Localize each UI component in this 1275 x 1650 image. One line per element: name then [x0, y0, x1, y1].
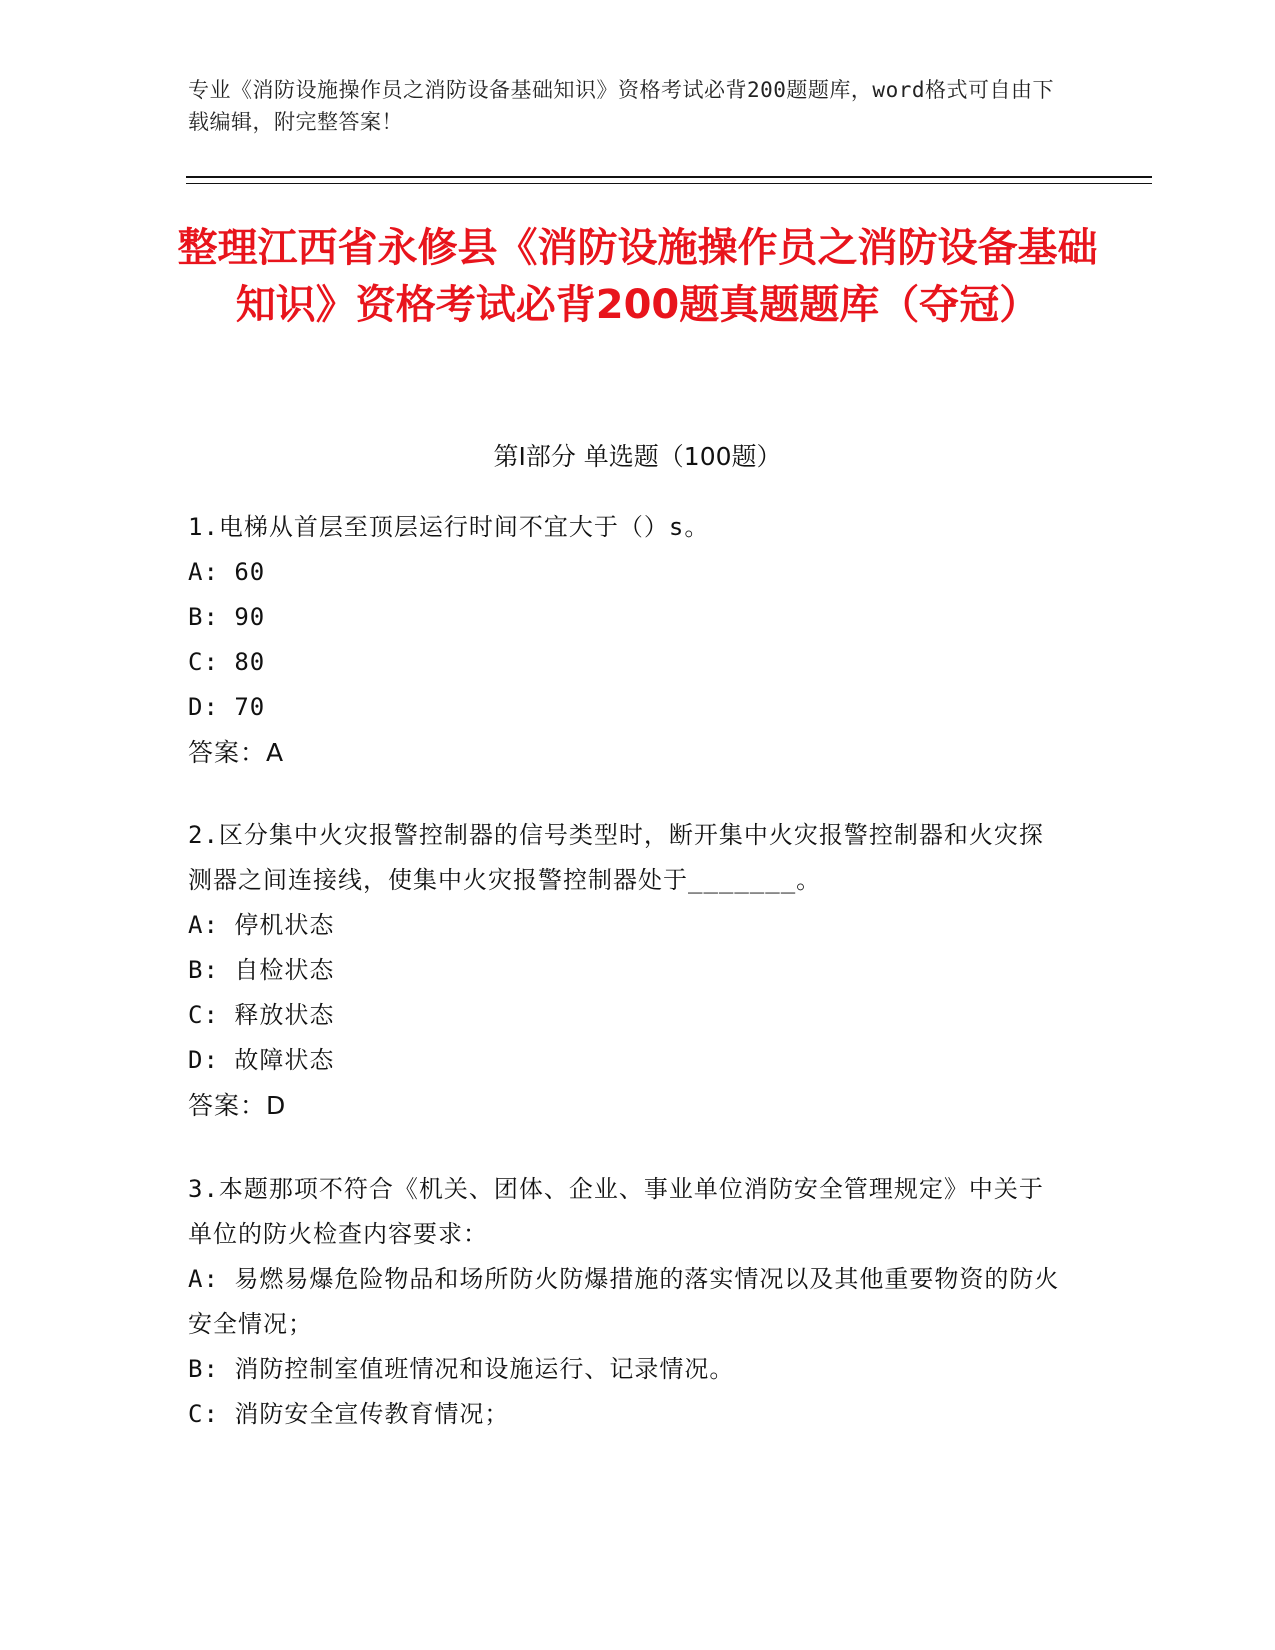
option-text: 90	[218, 603, 266, 631]
option-b	[188, 1347, 1068, 1392]
question-2	[188, 813, 1068, 1128]
question-stem: 2.区分集中火灾报警控制器的信号类型时，断开集中火灾报警控制器和火灾探测器之间连接线，使集中火灾报警控制器处于_______。	[188, 821, 1044, 894]
option-text: 故障状态	[218, 1046, 335, 1074]
option-c	[188, 640, 1068, 685]
question-stem: 3.本题那项不符合《机关、团体、企业、事业单位消防安全管理规定》中关于单位的防火检查内容要求：	[188, 1175, 1044, 1248]
question-3	[188, 1167, 1068, 1437]
option-letter: B:	[188, 1355, 219, 1383]
option-text: 70	[218, 693, 266, 721]
option-a	[188, 550, 1068, 595]
option-letter: C:	[188, 1400, 219, 1428]
option-c	[188, 1392, 1068, 1437]
option-letter: D:	[188, 1046, 219, 1074]
option-letter: B:	[188, 603, 219, 631]
option-letter: C:	[188, 648, 219, 676]
answer-line: 答案：D	[188, 1091, 287, 1120]
option-c	[188, 993, 1068, 1038]
header-rule-thin	[186, 183, 1152, 184]
option-text: 80	[218, 648, 266, 676]
option-a	[188, 903, 1068, 948]
question-stem: 1.电梯从首层至顶层运行时间不宜大于（）s。	[188, 513, 710, 541]
header-rule-thick	[186, 176, 1152, 178]
option-letter: A:	[188, 911, 219, 939]
question-1	[188, 505, 1068, 775]
option-text: 易燃易爆危险物品和场所防火防爆措施的落实情况以及其他重要物资的防火安全情况；	[188, 1265, 1060, 1338]
option-letter: A:	[188, 558, 219, 586]
header-note: 专业《消防设施操作员之消防设备基础知识》资格考试必背200题题库，word格式可自由下载编辑，附完整答案！	[188, 78, 1054, 134]
option-letter: D:	[188, 693, 219, 721]
answer-line: 答案：A	[188, 738, 285, 767]
option-a	[188, 1257, 1068, 1347]
option-text: 释放状态	[218, 1001, 335, 1029]
option-d	[188, 1038, 1068, 1083]
option-b	[188, 595, 1068, 640]
option-letter: A:	[188, 1265, 219, 1293]
option-text: 停机状态	[218, 911, 335, 939]
option-text: 自检状态	[218, 956, 335, 984]
option-text: 60	[218, 558, 266, 586]
option-letter: B:	[188, 956, 219, 984]
option-b	[188, 948, 1068, 993]
option-d	[188, 685, 1068, 730]
document-title: 整理江西省永修县《消防设施操作员之消防设备基础知识》资格考试必背200题真题题库（夺冠）	[177, 225, 1098, 328]
option-text: 消防安全宣传教育情况；	[218, 1400, 510, 1428]
section-heading: 第Ⅰ部分 单选题（100题）	[493, 442, 782, 471]
option-text: 消防控制室值班情况和设施运行、记录情况。	[218, 1355, 735, 1383]
option-letter: C:	[188, 1001, 219, 1029]
